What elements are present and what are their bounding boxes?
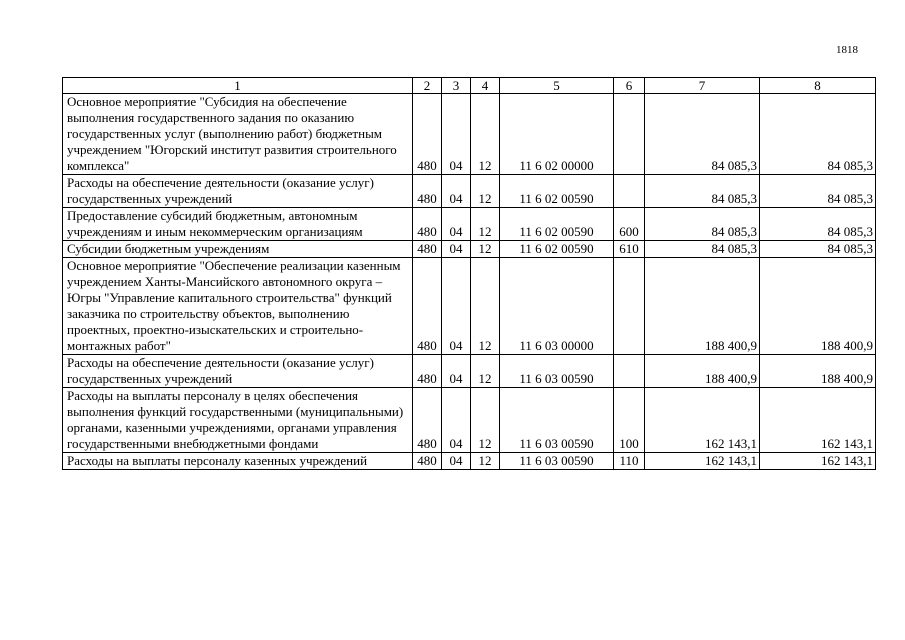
row-name: Основное мероприятие "Субсидия на обеспечение выполнения государственного задания по оказанию государственных услуг (выполнению работ) бюджетным учреждением "Югорский институт развития строительного комплекса" <box>63 94 413 175</box>
row-code-col3: 04 <box>442 94 471 175</box>
row-name: Расходы на обеспечение деятельности (оказание услуг) государственных учреждений <box>63 175 413 208</box>
row-amount-col8: 188 400,9 <box>760 258 876 355</box>
table-row <box>63 388 876 453</box>
row-code-col6 <box>614 175 645 208</box>
row-amount-col8: 84 085,3 <box>760 241 876 258</box>
row-code-col2: 480 <box>413 175 442 208</box>
row-code-col6 <box>614 94 645 175</box>
row-code-col4: 12 <box>471 175 500 208</box>
row-code-col4: 12 <box>471 208 500 241</box>
row-amount-col7: 84 085,3 <box>645 208 760 241</box>
row-code-col3: 04 <box>442 258 471 355</box>
row-code-col4: 12 <box>471 388 500 453</box>
row-code-col4: 12 <box>471 241 500 258</box>
header-cell: 4 <box>471 78 500 94</box>
row-amount-col8: 84 085,3 <box>760 175 876 208</box>
row-amount-col8: 188 400,9 <box>760 355 876 388</box>
row-code-col5: 11 6 03 00590 <box>500 355 614 388</box>
header-row <box>63 78 876 94</box>
header-cell: 7 <box>645 78 760 94</box>
row-name: Расходы на обеспечение деятельности (оказание услуг) государственных учреждений <box>63 355 413 388</box>
table-row <box>63 94 876 175</box>
row-amount-col8: 162 143,1 <box>760 453 876 470</box>
row-code-col2: 480 <box>413 241 442 258</box>
row-code-col3: 04 <box>442 208 471 241</box>
table-row <box>63 453 876 470</box>
header-cell: 8 <box>760 78 876 94</box>
row-name: Расходы на выплаты персоналу в целях обеспечения выполнения функций государственными (муниципальными) органами, казенными учреждениями, органами управления государственными внебюджетными фондами <box>63 388 413 453</box>
row-code-col3: 04 <box>442 388 471 453</box>
budget-table <box>62 77 876 470</box>
row-code-col3: 04 <box>442 355 471 388</box>
header-cell: 2 <box>413 78 442 94</box>
page-number: 1818 <box>836 44 858 56</box>
row-code-col3: 04 <box>442 453 471 470</box>
row-code-col4: 12 <box>471 258 500 355</box>
row-code-col5: 11 6 03 00590 <box>500 453 614 470</box>
row-code-col6: 100 <box>614 388 645 453</box>
row-amount-col7: 188 400,9 <box>645 355 760 388</box>
row-code-col2: 480 <box>413 208 442 241</box>
row-code-col5: 11 6 02 00590 <box>500 175 614 208</box>
row-amount-col8: 84 085,3 <box>760 208 876 241</box>
header-cell: 5 <box>500 78 614 94</box>
row-code-col5: 11 6 02 00000 <box>500 94 614 175</box>
row-code-col3: 04 <box>442 175 471 208</box>
row-amount-col7: 84 085,3 <box>645 175 760 208</box>
table-row <box>63 355 876 388</box>
row-amount-col7: 162 143,1 <box>645 388 760 453</box>
row-amount-col7: 188 400,9 <box>645 258 760 355</box>
header-cell: 3 <box>442 78 471 94</box>
row-code-col6 <box>614 355 645 388</box>
row-code-col5: 11 6 03 00590 <box>500 388 614 453</box>
row-code-col6: 610 <box>614 241 645 258</box>
row-code-col3: 04 <box>442 241 471 258</box>
row-code-col6: 110 <box>614 453 645 470</box>
row-code-col6: 600 <box>614 208 645 241</box>
row-amount-col8: 162 143,1 <box>760 388 876 453</box>
row-code-col2: 480 <box>413 355 442 388</box>
table-row <box>63 258 876 355</box>
row-code-col5: 11 6 02 00590 <box>500 208 614 241</box>
table-row <box>63 175 876 208</box>
row-code-col4: 12 <box>471 355 500 388</box>
row-name: Расходы на выплаты персоналу казенных учреждений <box>63 453 413 470</box>
row-amount-col7: 162 143,1 <box>645 453 760 470</box>
row-code-col6 <box>614 258 645 355</box>
table-row <box>63 241 876 258</box>
row-amount-col7: 84 085,3 <box>645 94 760 175</box>
row-code-col4: 12 <box>471 94 500 175</box>
row-name: Основное мероприятие "Обеспечение реализации казенным учреждением Ханты-Мансийского автономного округа – Югры "Управление капитального строительства" функций заказчика по строительству объектов, выполнению проектных, проектно-изыскательских и строительно-монтажных работ" <box>63 258 413 355</box>
header-cell: 6 <box>614 78 645 94</box>
row-code-col5: 11 6 02 00590 <box>500 241 614 258</box>
row-code-col2: 480 <box>413 453 442 470</box>
table-row <box>63 208 876 241</box>
row-name: Предоставление субсидий бюджетным, автономным учреждениям и иным некоммерческим организациям <box>63 208 413 241</box>
row-code-col2: 480 <box>413 258 442 355</box>
row-code-col4: 12 <box>471 453 500 470</box>
row-name: Субсидии бюджетным учреждениям <box>63 241 413 258</box>
row-code-col5: 11 6 03 00000 <box>500 258 614 355</box>
row-code-col2: 480 <box>413 94 442 175</box>
row-amount-col7: 84 085,3 <box>645 241 760 258</box>
header-cell: 1 <box>63 78 413 94</box>
row-code-col2: 480 <box>413 388 442 453</box>
row-amount-col8: 84 085,3 <box>760 94 876 175</box>
